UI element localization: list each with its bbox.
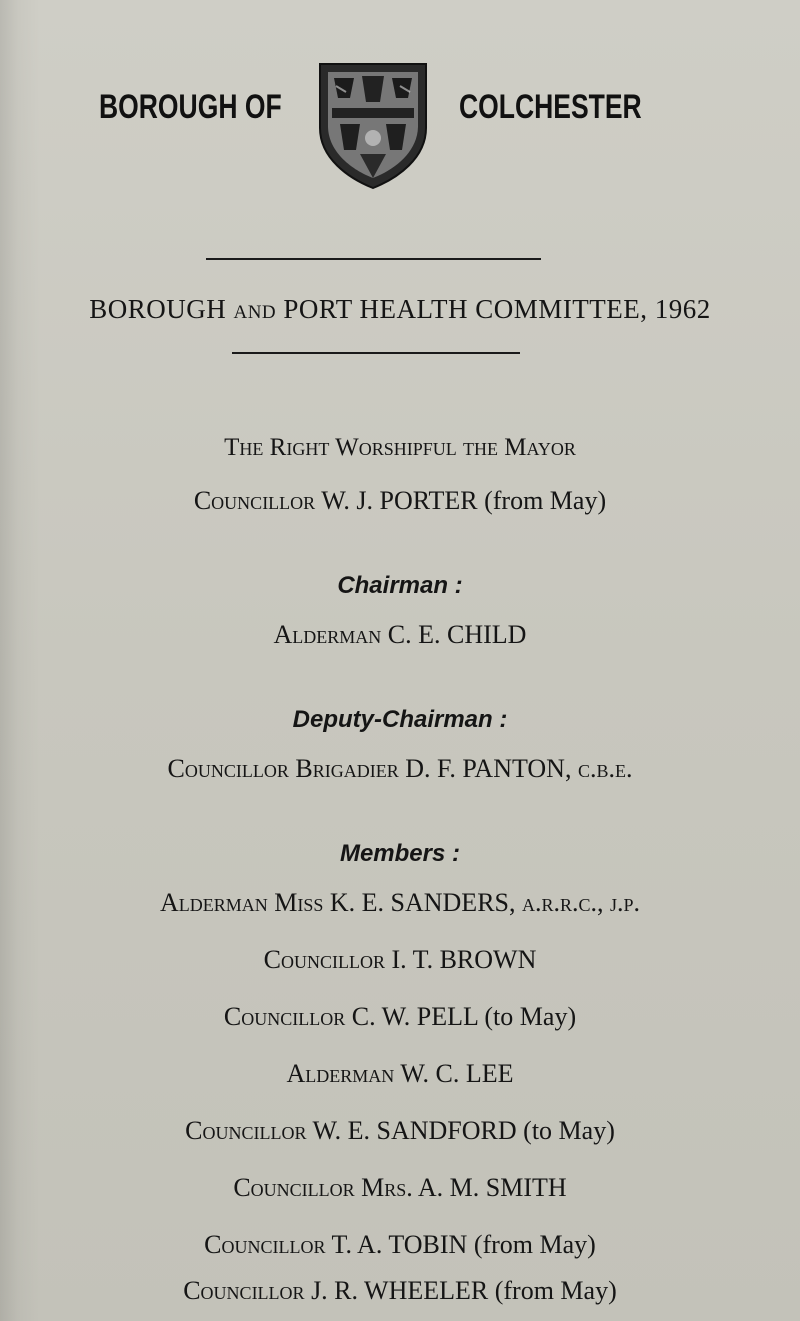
member-row <box>0 1173 800 1203</box>
member-rank: Councillor <box>204 1230 326 1259</box>
title-part2: PORT HEALTH COMMITTEE, 1962 <box>283 294 711 324</box>
chairman-line <box>0 620 800 650</box>
mayor-name-line <box>0 486 800 516</box>
member-name: W. C. LEE <box>400 1059 514 1088</box>
member-rank: Councillor <box>223 1002 346 1031</box>
divider-bottom <box>232 352 520 354</box>
member-rank: Alderman Miss <box>159 888 324 917</box>
member-rank: Councillor <box>185 1116 307 1145</box>
member-name: K. E. SANDERS, <box>329 888 516 917</box>
chairman-name: C. E. CHILD <box>387 620 527 649</box>
member-rank: Alderman <box>286 1059 395 1088</box>
member-name: C. W. PELL (to May) <box>351 1002 577 1031</box>
deputy-name: D. F. PANTON, <box>405 754 572 783</box>
member-rank: Councillor <box>263 945 385 974</box>
title-and: and <box>233 294 277 324</box>
member-name: A. M. SMITH <box>417 1173 567 1202</box>
chairman-heading: Chairman : <box>337 572 463 599</box>
deputy-heading: Deputy-Chairman : <box>292 706 508 733</box>
chairman-rank: Alderman <box>273 620 382 649</box>
member-rank: Councillor <box>183 1276 305 1305</box>
coat-of-arms-icon <box>310 58 436 190</box>
member-rank: Councillor Mrs. <box>233 1173 413 1202</box>
mayor-line <box>0 434 800 462</box>
member-row <box>0 1002 800 1032</box>
divider-top <box>206 258 541 260</box>
member-row <box>0 1059 800 1089</box>
member-row <box>0 1276 800 1306</box>
title-part1: BOROUGH <box>89 294 227 324</box>
member-name: J. R. WHEELER (from May) <box>311 1276 617 1305</box>
document-title <box>0 294 800 325</box>
deputy-honours: c.b.e. <box>577 754 633 783</box>
member-row <box>0 1116 800 1146</box>
member-name: T. A. TOBIN (from May) <box>331 1230 596 1259</box>
deputy-line <box>0 754 800 784</box>
mayor-rank: Councillor <box>193 486 316 515</box>
mayor-name: W. J. PORTER (from May) <box>321 486 607 515</box>
header-borough-of: BOROUGH OF <box>99 88 282 126</box>
member-row <box>0 888 800 918</box>
mayor-title: The Right Worshipful the Mayor <box>224 434 576 461</box>
member-name: W. E. SANDFORD (to May) <box>312 1116 615 1145</box>
member-row <box>0 945 800 975</box>
deputy-rank: Councillor Brigadier <box>167 754 399 783</box>
members-heading: Members : <box>339 840 461 867</box>
member-row <box>0 1230 800 1260</box>
header-colchester: COLCHESTER <box>459 88 642 126</box>
member-name: I. T. BROWN <box>391 945 537 974</box>
member-honours: a.r.r.c., j.p. <box>522 888 641 917</box>
